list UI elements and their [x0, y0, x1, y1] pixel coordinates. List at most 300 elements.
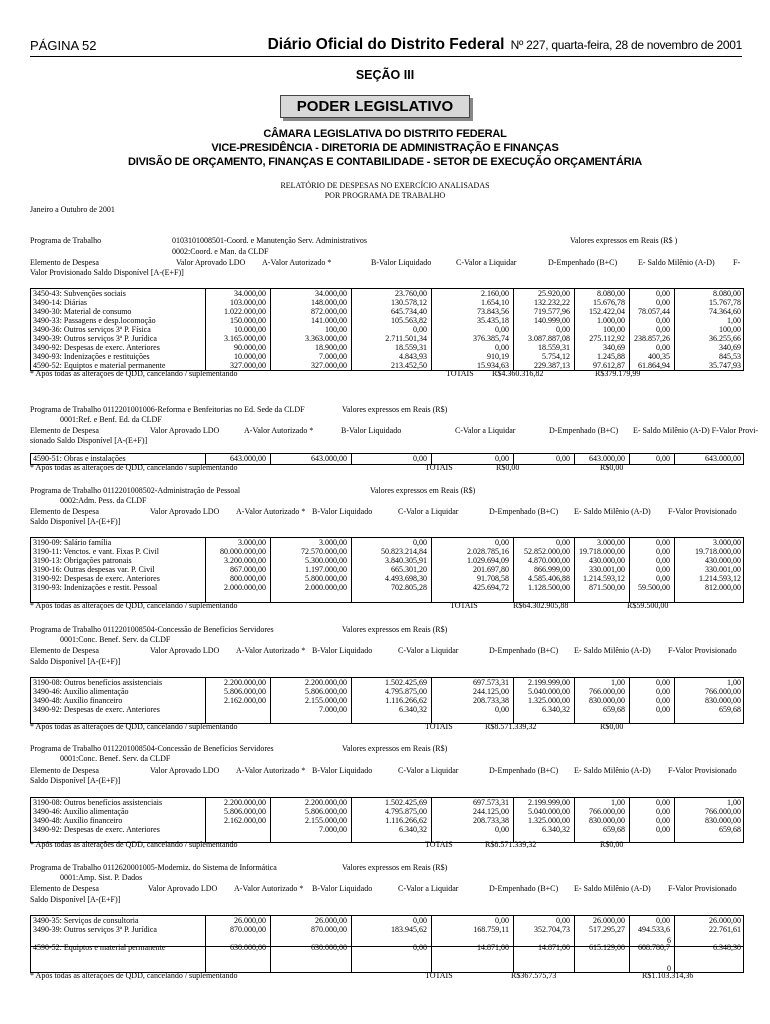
column-header: A-Valor Autorizado * [236, 646, 306, 655]
value-cell: 0,00 [656, 825, 670, 834]
value-cell: 327.000,00 [230, 361, 266, 370]
expense-element: 3490-92: Despesas de exerc. Anteriores [33, 705, 160, 714]
value-cell: 2.155.000,00 [305, 696, 347, 705]
program-label: Programa de Trabalho 0112201008504-Concessão de Benefícios Servidores [30, 625, 274, 634]
value-cell: 10.000,00 [234, 352, 266, 361]
column-header: B-Valor Liquidado [312, 884, 373, 893]
column-header: A-Valor Autorizado * [236, 507, 306, 516]
value-cell: 3.165.000,00 [224, 334, 266, 343]
value-cell: 35.435,18 [477, 316, 509, 325]
value-cell: 830.000,00 [705, 816, 741, 825]
column-header: A-Valor Autorizado * [234, 884, 304, 893]
value-cell: 59.500,00 [638, 583, 670, 592]
table-row [31, 334, 743, 343]
expense-element: 3190-09: Salário família [33, 538, 112, 547]
value-cell: 659,68 [603, 825, 625, 834]
value-cell: 5.300.000,00 [305, 556, 347, 565]
value-cell: 10.000,00 [234, 325, 266, 334]
table-row [31, 696, 743, 705]
value-cell: 6.340,32 [542, 705, 570, 714]
column-header: C-Valor a Liquidar [398, 884, 459, 893]
value-cell: 327.000,00 [311, 361, 347, 370]
value-cell: 766.000,00 [705, 807, 741, 816]
value-cell: 14.871,00 [477, 943, 509, 952]
value-cell: 517.295,27 [589, 925, 625, 934]
value-cell: 0,00 [656, 538, 670, 547]
column-header: F-Valor Provisionado [668, 507, 737, 516]
value-cell: 5.806.000,00 [224, 687, 266, 696]
value-cell: 201.697,80 [473, 565, 509, 574]
column-header: E- Saldo Milênio (A-D) [574, 507, 651, 516]
value-cell: 3.000,00 [713, 538, 741, 547]
totals-label: TOTAIS [425, 971, 453, 980]
totals-label: TOTAIS [425, 463, 453, 472]
report-title: RELATÓRIO DE DESPESAS NO EXERCÍCIO ANALISADAS [280, 181, 490, 190]
totals-label: TOTAIS [450, 601, 478, 610]
value-cell: 3.000,00 [319, 538, 347, 547]
column-header: E- Saldo Milênio (A-D) [574, 646, 651, 655]
value-cell: 140.999,00 [534, 316, 570, 325]
table-row [31, 798, 743, 807]
column-header: F-Valor Provisionado [668, 884, 737, 893]
column-header: B-Valor Liquidado [341, 426, 402, 435]
value-cell: 2.200.000,00 [224, 678, 266, 687]
value-cell: 14.871,00 [538, 943, 570, 952]
value-cell: 6.340,32 [399, 705, 427, 714]
value-cell: 4.795.875,00 [385, 687, 427, 696]
expense-element: 3190-08: Outros benefícios assistenciais [33, 798, 163, 807]
table-row [31, 565, 743, 574]
column-header: Elemento de Despesa [30, 766, 99, 775]
value-cell: 830.000,00 [589, 696, 625, 705]
value-cell: 244.125,00 [473, 807, 509, 816]
value-cell: 0,00 [556, 325, 570, 334]
value-cell: 22.761,61 [709, 925, 741, 934]
value-cell: 800.000,00 [230, 574, 266, 583]
expense-table [30, 797, 744, 843]
value-cell: 34.000,00 [234, 289, 266, 298]
value-cell: 5.754,12 [542, 352, 570, 361]
value-cell: 52.852.000,00 [524, 547, 570, 556]
value-cell: 0,00 [413, 916, 427, 925]
value-cell: 7.000,00 [319, 705, 347, 714]
value-cell: 665.301,20 [391, 565, 427, 574]
table-row [31, 583, 743, 592]
value-cell: 2.155.000,00 [305, 816, 347, 825]
value-cell: 148.000,00 [311, 298, 347, 307]
column-header: B-Valor Liquidado [312, 507, 373, 516]
total-value: R$0,00 [496, 463, 520, 472]
expense-element: 3490-46: Auxílio alimentação [33, 807, 129, 816]
value-cell: 73.843,56 [477, 307, 509, 316]
table-row [31, 925, 743, 934]
value-cell: 340,69 [719, 343, 741, 352]
value-cell: 0,00 [656, 298, 670, 307]
value-cell: 0,00 [656, 574, 670, 583]
value-cell: 238.857,26 [634, 334, 670, 343]
table-row [31, 343, 743, 352]
program-subtitle: 0001:Conc. Benef. Serv. da CLDF [60, 754, 171, 763]
column-header: C-Valor a Liquidar [456, 258, 517, 267]
value-cell: 659,68 [719, 705, 741, 714]
expense-table [30, 677, 744, 724]
column-header: Saldo Disponível [A-(E+F)] [30, 517, 121, 526]
value-cell: 19.718.000,00 [695, 547, 741, 556]
expense-element: 3490-33: Passagens e desp.locomoção [33, 316, 156, 325]
value-cell: 1.128.500,00 [528, 583, 570, 592]
value-cell: 2.000.000,00 [305, 583, 347, 592]
value-cell: 866.999,00 [534, 565, 570, 574]
value-cell: 0,00 [495, 916, 509, 925]
value-cell: 15.934,63 [477, 361, 509, 370]
totals-row [30, 601, 742, 611]
expense-element: 3490-93: Indenizações e restituições [33, 352, 150, 361]
value-cell: 130.578,12 [391, 298, 427, 307]
value-cell: 4.870.000,00 [528, 556, 570, 565]
expense-element: 3450-43: Subvenções sociais [33, 289, 126, 298]
value-cell: 4.843,93 [399, 352, 427, 361]
institution-line: DIVISÃO DE ORÇAMENTO, FINANÇAS E CONTABILIDADE - SETOR DE EXECUÇÃO ORÇAMENTÁRIA [127, 156, 643, 168]
column-header: Valor Aprovado LDO [150, 507, 220, 516]
column-header: E- Saldo Milênio (A-D) F-Valor Provi- [633, 426, 759, 435]
table-row [31, 307, 743, 316]
currency-note: Valores expressos em Reais (R$) [370, 486, 476, 495]
value-cell: 0,00 [656, 916, 670, 925]
value-cell: 132.232,22 [534, 298, 570, 307]
program-subtitle: 0001:Conc. Benef. Serv. da CLDF [60, 635, 171, 644]
total-value: R$0,00 [600, 840, 624, 849]
value-cell: 26.000,00 [593, 916, 625, 925]
column-header: F- [733, 258, 741, 267]
value-cell: 0,00 [413, 943, 427, 952]
column-header: Valor Aprovado LDO [150, 426, 220, 435]
value-cell: 659,68 [719, 825, 741, 834]
table-row [31, 352, 743, 361]
footnote: * Após todas as alterações de QDD, cancelando / suplementando [30, 463, 238, 472]
value-cell: 23.760,00 [395, 289, 427, 298]
table-row [31, 705, 743, 714]
value-cell: 867.000,00 [230, 565, 266, 574]
value-cell: 830.000,00 [589, 816, 625, 825]
institution-line: VICE-PRESIDÊNCIA - DIRETORIA DE ADMINISTRAÇÃO E FINANÇAS [211, 142, 559, 154]
table-row [31, 289, 743, 298]
footnote: * Após todas as alterações de QDD, cancelando / suplementando [30, 601, 238, 610]
table-row [31, 538, 743, 547]
table-row [31, 825, 743, 834]
value-cell: 26.000,00 [709, 916, 741, 925]
column-header: C-Valor a Liquidar [398, 507, 459, 516]
expense-table [30, 288, 744, 371]
value-cell: 697.573,31 [473, 678, 509, 687]
table-row [31, 916, 743, 925]
table-row [31, 816, 743, 825]
value-cell: 0,00 [656, 816, 670, 825]
expense-element: 3490-14: Diárias [33, 298, 87, 307]
value-cell: 80.000.000,00 [220, 547, 266, 556]
value-cell: 766.000,00 [705, 687, 741, 696]
value-cell: 1,00 [611, 798, 625, 807]
value-cell: 1.214.593,12 [583, 574, 625, 583]
value-cell: 36.255,66 [709, 334, 741, 343]
value-cell: 608.780,7 [638, 943, 670, 952]
total-value: R$0,00 [600, 722, 624, 731]
value-cell: 2.000.000,00 [224, 583, 266, 592]
value-cell: 0,00 [656, 807, 670, 816]
value-cell: 5.806.000,00 [224, 807, 266, 816]
value-cell: 0,00 [495, 325, 509, 334]
value-cell: 2.199.999,00 [528, 678, 570, 687]
value-cell: 208.733,38 [473, 696, 509, 705]
value-cell: 615.129,00 [589, 943, 625, 952]
value-cell: 150.000,00 [230, 316, 266, 325]
column-header: D-Empenhado (B+C) [489, 507, 559, 516]
program-label: Programa de Trabalho 0112201008504-Concessão de Benefícios Servidores [30, 744, 274, 753]
value-cell: 100,00 [603, 325, 625, 334]
value-cell: 330.001,00 [705, 565, 741, 574]
column-header: Valor Aprovado LDO [148, 884, 218, 893]
value-cell: 0,00 [495, 825, 509, 834]
expense-element: 3190-13: Obrigações patronais [33, 556, 132, 565]
expense-element: 3490-92: Despesas de exerc. Anteriores [33, 343, 160, 352]
program-label: Programa de Trabalho [30, 236, 102, 245]
value-cell: 1.245,88 [597, 352, 625, 361]
expense-element: 3490-48: Auxílio financeiro [33, 816, 123, 825]
column-header: sionado Saldo Disponível [A-(E+F)] [30, 436, 148, 445]
totals-row [30, 722, 742, 732]
wrapped-digit: 0 [667, 964, 671, 973]
column-header: D-Empenhado (B+C) [489, 646, 559, 655]
institution-line: CÂMARA LEGISLATIVA DO DISTRITO FEDERAL [263, 128, 507, 140]
value-cell: 72.570.000,00 [301, 547, 347, 556]
value-cell: 1.116.266,62 [385, 696, 427, 705]
value-cell: 61.864,94 [638, 361, 670, 370]
value-cell: 910,19 [487, 352, 509, 361]
value-cell: 2.200.000,00 [224, 798, 266, 807]
value-cell: 103.000,00 [230, 298, 266, 307]
value-cell: 7.000,00 [319, 352, 347, 361]
value-cell: 2.162.000,00 [224, 696, 266, 705]
column-header: F-Valor Provisionado [668, 766, 737, 775]
value-cell: 1.325.000,00 [528, 696, 570, 705]
value-cell: 0,00 [656, 316, 670, 325]
value-cell: 1.502.425,69 [385, 678, 427, 687]
expense-element: 3490-35: Serviços de consultoria [33, 916, 139, 925]
expense-element: 3490-46: Auxílio alimentação [33, 687, 129, 696]
value-cell: 5.806.000,00 [305, 807, 347, 816]
value-cell: 100,00 [719, 325, 741, 334]
column-header: D-Empenhado (B+C) [489, 766, 559, 775]
value-cell: 152.422,04 [589, 307, 625, 316]
column-header: C-Valor a Liquidar [455, 426, 516, 435]
expense-element: 3490-92: Despesas de exerc. Anteriores [33, 825, 160, 834]
value-cell: 0,00 [495, 343, 509, 352]
value-cell: 2.028.785,16 [467, 547, 509, 556]
column-header: Elemento de Despesa [30, 507, 99, 516]
footnote: * Após todas as alterações de QDD, cancelando / suplementando [30, 840, 238, 849]
expense-element: 3190-16: Outras despesas var. P. Civil [33, 565, 155, 574]
value-cell: 90.000,00 [234, 343, 266, 352]
value-cell: 8.080,00 [713, 289, 741, 298]
value-cell: 4.585.406,88 [528, 574, 570, 583]
value-cell: 34.000,00 [315, 289, 347, 298]
value-cell: 0,00 [656, 454, 670, 463]
value-cell: 5.800.000,00 [305, 574, 347, 583]
column-header: A-Valor Autorizado * [236, 766, 306, 775]
expense-element: 4590-52: Equiptos e material permanente [33, 361, 166, 370]
currency-note: Valores expressos em Reais (R$) [342, 625, 448, 634]
value-cell: 50.823.214,84 [381, 547, 427, 556]
column-header: B-Valor Liquidado [312, 646, 373, 655]
value-cell: 2.711.501,34 [385, 334, 427, 343]
total-value: R$8.571.339,32 [485, 840, 537, 849]
expense-element: 3490-30: Material de consumo [33, 307, 132, 316]
total-value: R$367.575,73 [511, 971, 557, 980]
value-cell: 0,00 [495, 705, 509, 714]
currency-note: Valores expressos em Reais (R$) [342, 405, 448, 414]
program-subtitle: 0001:Amp. Sist. P. Dados [60, 873, 143, 882]
value-cell: 3.363.000,00 [305, 334, 347, 343]
value-cell: 3.000,00 [597, 538, 625, 547]
value-cell: 1.502.425,69 [385, 798, 427, 807]
value-cell: 6.340,32 [399, 825, 427, 834]
value-cell: 1,00 [611, 678, 625, 687]
value-cell: 425.694,72 [473, 583, 509, 592]
footnote: * Após todas as alterações de QDD, cancelando / suplementando [30, 971, 238, 980]
value-cell: 330.001,00 [589, 565, 625, 574]
value-cell: 0,00 [656, 325, 670, 334]
value-cell: 0,00 [656, 678, 670, 687]
program-subtitle: 0002:Adm. Pess. da CLDF [60, 496, 147, 505]
total-value: R$1.103.314,36 [642, 971, 694, 980]
column-header: Elemento de Despesa [30, 426, 99, 435]
value-cell: 0,00 [495, 454, 509, 463]
value-cell: 1,00 [727, 316, 741, 325]
value-cell: 35.747,93 [709, 361, 741, 370]
value-cell: 400,35 [648, 352, 670, 361]
totals-row [30, 463, 742, 473]
column-header: Saldo Disponível [A-(E+F)] [30, 776, 121, 785]
value-cell: 5.040.000,00 [528, 807, 570, 816]
total-value: R$4.360.316,82 [492, 369, 544, 378]
currency-note: Valores expressos em Reais (R$) [342, 863, 448, 872]
totals-label: TOTAIS [446, 369, 474, 378]
value-cell: 183.945,62 [391, 925, 427, 934]
column-header: C-Valor a Liquidar [398, 766, 459, 775]
value-cell: 376.385,74 [473, 334, 509, 343]
column-header: D-Empenhado (B+C) [548, 258, 618, 267]
program-subtitle: 0001:Ref. e Benf. Ed. da CLDF [60, 415, 162, 424]
value-cell: 719.577,96 [534, 307, 570, 316]
page-number: PÁGINA 52 [30, 38, 97, 53]
total-value: R$0,00 [600, 463, 624, 472]
value-cell: 871.500,00 [589, 583, 625, 592]
value-cell: 78.057,44 [638, 307, 670, 316]
value-cell: 275.112,92 [589, 334, 625, 343]
expense-table [30, 537, 744, 603]
value-cell: 812.000,00 [705, 583, 741, 592]
value-cell: 1.214.593,12 [699, 574, 741, 583]
footnote: * Após todas as alterações de QDD, cancelando / suplementando [30, 369, 238, 378]
value-cell: 15.676,78 [593, 298, 625, 307]
value-cell: 0,00 [656, 565, 670, 574]
column-header: Valor Aprovado LDO [150, 646, 220, 655]
value-cell: 213.452,50 [391, 361, 427, 370]
value-cell: 2.199.999,00 [528, 798, 570, 807]
expense-element: 3490-39: Outros serviços 3ª P. Jurídica [33, 925, 157, 934]
expense-element: 4590-52: Equiptos e material permanente [33, 943, 166, 952]
column-header: Elemento de Despesa [30, 884, 99, 893]
column-header: Elemento de Despesa [30, 646, 99, 655]
value-cell: 6.348,30 [713, 943, 741, 952]
value-cell: 0,00 [656, 289, 670, 298]
value-cell: 0,00 [556, 538, 570, 547]
totals-row [30, 369, 742, 379]
program-label: Programa de Trabalho 0112620001005-Moderniz. do Sistema de Informática [30, 863, 277, 872]
value-cell: 643.000,00 [589, 454, 625, 463]
value-cell: 340,69 [603, 343, 625, 352]
column-header: A-Valor Autorizado * [244, 426, 314, 435]
value-cell: 15.767,78 [709, 298, 741, 307]
value-cell: 18.559,31 [395, 343, 427, 352]
expense-element: 3490-39: Outros serviços 3ª P. Jurídica [33, 334, 157, 343]
value-cell: 208.733,38 [473, 816, 509, 825]
total-value: R$8.571.339,32 [485, 722, 537, 731]
table-row [31, 807, 743, 816]
value-cell: 7.000,00 [319, 825, 347, 834]
section-title: SEÇÃO III [355, 68, 415, 82]
column-header: Valor Aprovado LDO [176, 258, 246, 267]
value-cell: 25.920,00 [538, 289, 570, 298]
value-cell: 2.200.000,00 [305, 798, 347, 807]
program-label: Programa de Trabalho 0112201008502-Administração de Pessoal [30, 486, 241, 495]
page-header [30, 36, 742, 57]
value-cell: 105.563,82 [391, 316, 427, 325]
value-cell: 1.022.000,00 [224, 307, 266, 316]
value-cell: 91.708,58 [477, 574, 509, 583]
totals-label: TOTAIS [425, 840, 453, 849]
value-cell: 643.000,00 [311, 454, 347, 463]
value-cell: 1.029.694,09 [467, 556, 509, 565]
expense-element: 3490-48: Auxílio financeiro [33, 696, 123, 705]
table-row [31, 298, 743, 307]
value-cell: 643.000,00 [230, 454, 266, 463]
value-cell: 18.900,00 [315, 343, 347, 352]
value-cell: 0,00 [656, 556, 670, 565]
column-header: Valor Provisionado Saldo Disponível [A-(E+F)] [30, 268, 184, 277]
value-cell: 0,00 [556, 454, 570, 463]
value-cell: 643.000,00 [705, 454, 741, 463]
column-header: Valor Aprovado LDO [150, 766, 220, 775]
value-cell: 0,00 [656, 343, 670, 352]
expense-element: 3190-92: Despesas de exerc. Anteriores [33, 574, 160, 583]
column-header: B-Valor Liquidado [312, 766, 373, 775]
column-header: F-Valor Provisionado [668, 646, 737, 655]
value-cell: 74.364,60 [709, 307, 741, 316]
column-header: C-Valor a Liquidar [398, 646, 459, 655]
column-header: D-Empenhado (B+C) [489, 884, 559, 893]
value-cell: 141.000,00 [311, 316, 347, 325]
value-cell: 3.840.305,91 [385, 556, 427, 565]
value-cell: 0,00 [656, 547, 670, 556]
expense-element: 4590-51: Obras e instalações [33, 454, 126, 463]
power-banner: PODER LEGISLATIVO [280, 95, 470, 118]
value-cell: 0,00 [656, 798, 670, 807]
value-cell: 6.340,32 [542, 825, 570, 834]
value-cell: 430.000,00 [589, 556, 625, 565]
value-cell: 4.493.698,30 [385, 574, 427, 583]
value-cell: 766.000,00 [589, 687, 625, 696]
table-row [31, 574, 743, 583]
